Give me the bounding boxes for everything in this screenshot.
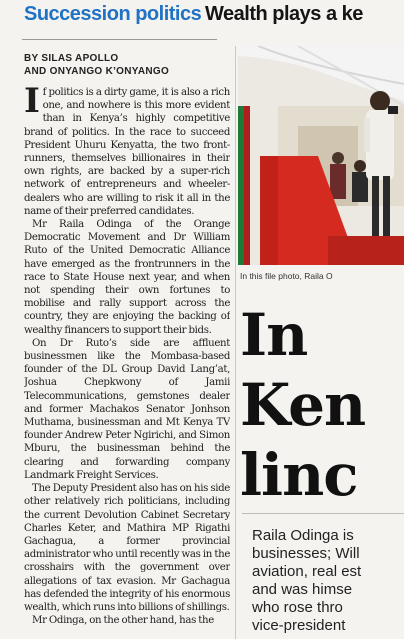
deck-line: businesses; Will [252, 545, 360, 562]
drop-cap: I [24, 86, 40, 121]
feature-headline-line: Ken [240, 371, 366, 439]
section-kicker: Succession politics [24, 3, 202, 25]
article-paragraph: If politics is a dirty game, it is also a rich one, and nowhere is this more evident than in Kenya’s highly competitive brand of politics. In the race to succeed President Uhuru Kenyatta, the two front-runners, themselves billionaires in their own rights, are backed by a super-rich network of entrepreneurs and wheeler-dealers who are willing to risk it all in the name of their preferred candidates. [24, 86, 230, 217]
deck-line: who rose thro [252, 599, 343, 616]
feature-headline-line: In [240, 301, 308, 369]
deck-line: aviation, real est [252, 563, 362, 580]
page-header [0, 0, 404, 34]
feature-deck [252, 527, 404, 635]
byline-line-2: AND ONYANGO K’ONYANGO [24, 66, 170, 77]
page-headline: Wealth plays a ke [205, 3, 363, 25]
deck-rule [242, 513, 404, 514]
article-paragraph: Mr Raila Odinga of the Orange Democratic Movement and Dr William Ruto of the United Democratic Alliance have emerged as the frontrunners in the race to State House next year, and when not spending their own fortunes to mobilise and rally support across the country, they are enjoying the backing of wealthy financers to support their bids. [24, 219, 230, 336]
column-divider [235, 46, 236, 639]
article-paragraph: Mr Odinga, on the other hand, has the [32, 615, 214, 627]
deck-line: Raila Odinga is [252, 527, 354, 544]
feature-headline [240, 300, 404, 510]
feature-headline-line: linc [240, 441, 358, 509]
article-paragraph: On Dr Ruto’s side are affluent businessmen like the Mombasa-based founder of the DL Group David Lang’at, Joshua Chepkwony of Jamii Telecommunications, gemstones dealer and former Machakos Senator Jonhson Muthama, businessman and Mt Kenya TV founder Andrew Peter Ngirichi, and Simon Mburu, the businessman behind the clearing and forwarding company Landmark Freight Services. [24, 337, 230, 481]
news-photo [238, 46, 404, 265]
byline-line-1: BY SILAS APOLLO [24, 53, 119, 64]
photo-caption: In this file photo, Raila O [240, 271, 333, 281]
deck-line: vice-president [252, 617, 346, 634]
byline [24, 52, 224, 78]
byline-rule [22, 39, 217, 40]
article-body [24, 86, 230, 639]
article-paragraph: The Deputy President also has on his side other relatively rich politicians, including the current Devolution Cabinet Secretary Charles Keter, and Mathira MP Rigathi Gachagua, a former provincial administrator who until recently was in the crosshairs with the government over allegations of tax evasion. Mr Gachagua has defended the integrity of his enormous wealth, which runs into billions of shillings. [24, 483, 230, 613]
deck-line: and was himse [252, 581, 353, 598]
